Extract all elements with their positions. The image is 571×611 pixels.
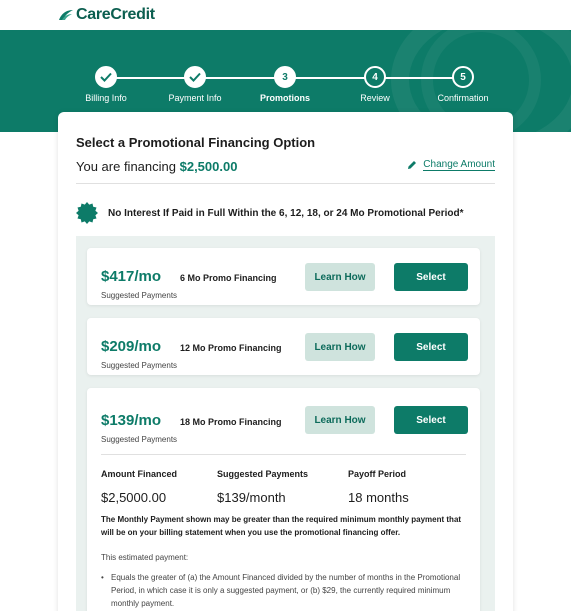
promo-option-12mo <box>87 318 480 375</box>
progress-stepper <box>0 66 571 116</box>
suggested-payments-value: $139/month <box>217 490 286 505</box>
promo-heading <box>76 202 464 224</box>
step-label: Billing Info <box>85 93 127 103</box>
step-label: Payment Info <box>168 93 222 103</box>
pencil-icon <box>407 160 417 170</box>
checkmark-icon <box>95 66 117 88</box>
financing-summary <box>76 159 237 174</box>
select-button[interactable]: Select <box>394 406 468 434</box>
checkmark-icon <box>184 66 206 88</box>
change-amount-label: Change Amount <box>423 159 495 170</box>
option-name: 18 Mo Promo Financing <box>180 417 282 427</box>
top-bar <box>0 0 571 30</box>
divider <box>101 454 466 455</box>
learn-how-button[interactable]: Learn How <box>305 263 375 291</box>
leaf-icon <box>58 9 74 21</box>
amount-financed-label: Amount Financed <box>101 469 177 479</box>
step-confirmation[interactable] <box>418 66 508 103</box>
option-price: $139/mo <box>101 412 162 429</box>
option-price: $209/mo <box>101 338 162 355</box>
change-amount-link[interactable] <box>407 159 495 171</box>
option-name: 6 Mo Promo Financing <box>180 273 277 283</box>
badge-icon <box>76 202 98 224</box>
step-review[interactable] <box>330 66 420 103</box>
step-label: Confirmation <box>437 93 489 103</box>
estimate-bullet: • Equals the greater of (a) the Amount Financed divided by the number of months in the Promotional Period, in which case it is only a suggested payment, or (b) $29, the currently required minimum monthly payment. <box>101 571 461 610</box>
financing-amount: $2,500.00 <box>179 159 238 174</box>
step-label: Promotions <box>259 93 310 103</box>
option-subtext: Suggested Payments <box>101 291 178 300</box>
step-billing-info[interactable] <box>61 66 151 103</box>
payoff-period-value: 18 months <box>348 490 409 505</box>
payment-disclaimer: The Monthly Payment shown may be greater than the required minimum monthly payment that will be on your billing statement when you use the promotional financing offer. <box>101 515 462 537</box>
learn-how-button[interactable]: Learn How <box>305 406 375 434</box>
step-number: 5 <box>452 66 474 88</box>
divider <box>76 183 495 184</box>
option-price: $417/mo <box>101 268 162 285</box>
page-title: Select a Promotional Financing Option <box>76 135 316 150</box>
step-payment-info[interactable] <box>150 66 240 103</box>
estimate-intro: This estimated payment: <box>101 553 189 562</box>
select-button[interactable]: Select <box>394 333 468 361</box>
promo-option-18mo <box>87 388 480 611</box>
promo-heading-text: No Interest If Paid in Full Within the 6, 12, 18, or 24 Mo Promotional Period* <box>108 207 464 219</box>
step-promotions[interactable] <box>240 66 330 103</box>
brand-name: CareCredit <box>76 6 155 23</box>
learn-how-button[interactable]: Learn How <box>305 333 375 361</box>
option-subtext: Suggested Payments <box>101 435 178 444</box>
carecredit-logo[interactable] <box>58 6 155 24</box>
select-button[interactable]: Select <box>394 263 468 291</box>
promo-options-card <box>58 112 513 611</box>
amount-financed-value: $2,5000.00 <box>101 490 167 505</box>
step-number: 4 <box>364 66 386 88</box>
promo-option-6mo <box>87 248 480 305</box>
option-subtext: Suggested Payments <box>101 361 178 370</box>
step-number: 3 <box>274 66 296 88</box>
financing-label: You are financing <box>76 159 180 174</box>
step-label: Review <box>360 93 390 103</box>
suggested-payments-label: Suggested Payments <box>217 469 309 479</box>
option-name: 12 Mo Promo Financing <box>180 343 282 353</box>
payoff-period-label: Payoff Period <box>348 469 407 479</box>
